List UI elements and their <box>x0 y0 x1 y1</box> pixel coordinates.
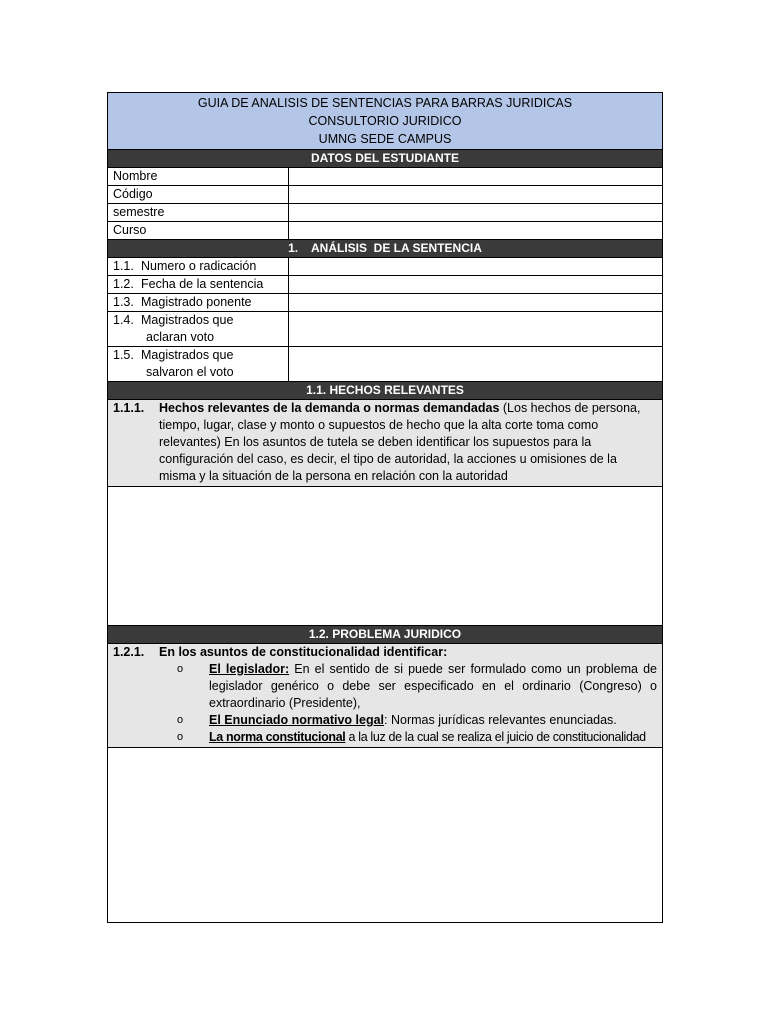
problema-instructions <box>108 643 662 747</box>
item-label-cont: aclaran voto <box>146 330 215 344</box>
analysis-guide-form <box>107 92 663 923</box>
problema-section-title: 1.2. PROBLEMA JURIDICO <box>108 625 662 643</box>
field-value-codigo[interactable] <box>289 186 662 203</box>
analysis-value-aclaran[interactable] <box>289 312 662 346</box>
analysis-label-ponente <box>108 294 289 311</box>
analysis-row-radicacion <box>108 257 662 275</box>
item-label: Magistrado ponente <box>141 295 252 309</box>
field-label-semestre: semestre <box>108 204 289 221</box>
analysis-section-title: 1. ANÁLISIS DE LA SENTENCIA <box>108 239 662 257</box>
analysis-row-aclaran <box>108 311 662 346</box>
student-row-codigo <box>108 185 662 203</box>
field-value-semestre[interactable] <box>289 204 662 221</box>
item-label: Numero o radicación <box>141 259 257 273</box>
hechos-bold: Hechos relevantes de la demanda o normas demandadas <box>159 401 500 415</box>
item-number: 1.2. <box>113 277 134 291</box>
problema-heading: En los asuntos de constitucionalidad identificar: <box>159 645 448 659</box>
item-label: Magistrados que <box>141 313 234 327</box>
field-label-nombre: Nombre <box>108 168 289 185</box>
bullet-term: El Enunciado normativo legal <box>209 713 385 727</box>
field-label-codigo: Código <box>108 186 289 203</box>
analysis-label-fecha <box>108 276 289 293</box>
paragraph-number: 1.2.1. <box>113 645 145 659</box>
item-number: 1.4. <box>113 313 134 327</box>
analysis-row-salvaron <box>108 346 662 381</box>
item-number: 1.1. <box>113 259 134 273</box>
analysis-value-ponente[interactable] <box>289 294 662 311</box>
analysis-value-radicacion[interactable] <box>289 258 662 275</box>
form-header <box>108 93 662 149</box>
analysis-row-ponente <box>108 293 662 311</box>
hechos-body: (Los hechos de persona, tiempo, lugar, clase y monto o supuestos de hecho que la alta corte toma como relevantes) En los asuntos de tutela se deben identificar los supuestos para la configuración del caso, es decir, el tipo de autoridad, la acciones u omisiones de la misma y la situación de la persona en relación con la autoridad <box>159 401 641 483</box>
header-title: GUIA DE ANALISIS DE SENTENCIAS PARA BARRAS JURIDICAS <box>197 96 573 110</box>
bullet-text: a la luz de la cual se realiza el juicio de constitucionalidad <box>345 730 646 744</box>
hechos-instructions <box>108 399 662 486</box>
analysis-label-radicacion <box>108 258 289 275</box>
bullet-text: : Normas jurídicas relevantes enunciadas. <box>384 713 617 727</box>
analysis-label-salvaron <box>108 347 289 381</box>
analysis-value-fecha[interactable] <box>289 276 662 293</box>
hechos-answer-area[interactable] <box>108 486 662 625</box>
item-number: 1.5. <box>113 348 134 362</box>
paragraph-number: 1.1.1. <box>113 401 145 415</box>
header-subtitle: CONSULTORIO JURIDICO <box>308 114 462 128</box>
field-value-curso[interactable] <box>289 222 662 239</box>
item-number: 1.3. <box>113 295 134 309</box>
bullet-marker: o <box>177 663 184 675</box>
problema-answer-area[interactable] <box>108 747 662 922</box>
header-campus: UMNG SEDE CAMPUS <box>318 132 452 146</box>
problema-bullet-list <box>177 661 657 746</box>
item-label-cont: salvaron el voto <box>146 365 234 379</box>
bullet-term: La norma constitucional <box>209 730 346 744</box>
field-label-curso: Curso <box>108 222 289 239</box>
item-label: Fecha de la sentencia <box>141 277 264 291</box>
hechos-section-title: 1.1. HECHOS RELEVANTES <box>108 381 662 399</box>
bullet-marker: o <box>177 714 184 726</box>
field-value-nombre[interactable] <box>289 168 662 185</box>
bullet-text: En el sentido de si puede ser formulado como un problema de legislador genérico o debe ser especificado en el ordinario (Congreso) o extraordinario (Presidente), <box>209 662 657 710</box>
student-row-semestre <box>108 203 662 221</box>
analysis-value-salvaron[interactable] <box>289 347 662 381</box>
list-item <box>177 712 657 729</box>
student-section-title: DATOS DEL ESTUDIANTE <box>108 149 662 167</box>
hechos-text <box>159 400 657 485</box>
bullet-marker: o <box>177 731 184 743</box>
item-label: Magistrados que <box>141 348 234 362</box>
list-item <box>177 661 657 712</box>
analysis-label-aclaran <box>108 312 289 346</box>
bullet-term: El legislador: <box>209 662 290 676</box>
student-row-nombre <box>108 167 662 185</box>
analysis-row-fecha <box>108 275 662 293</box>
list-item <box>177 729 657 746</box>
student-row-curso <box>108 221 662 239</box>
